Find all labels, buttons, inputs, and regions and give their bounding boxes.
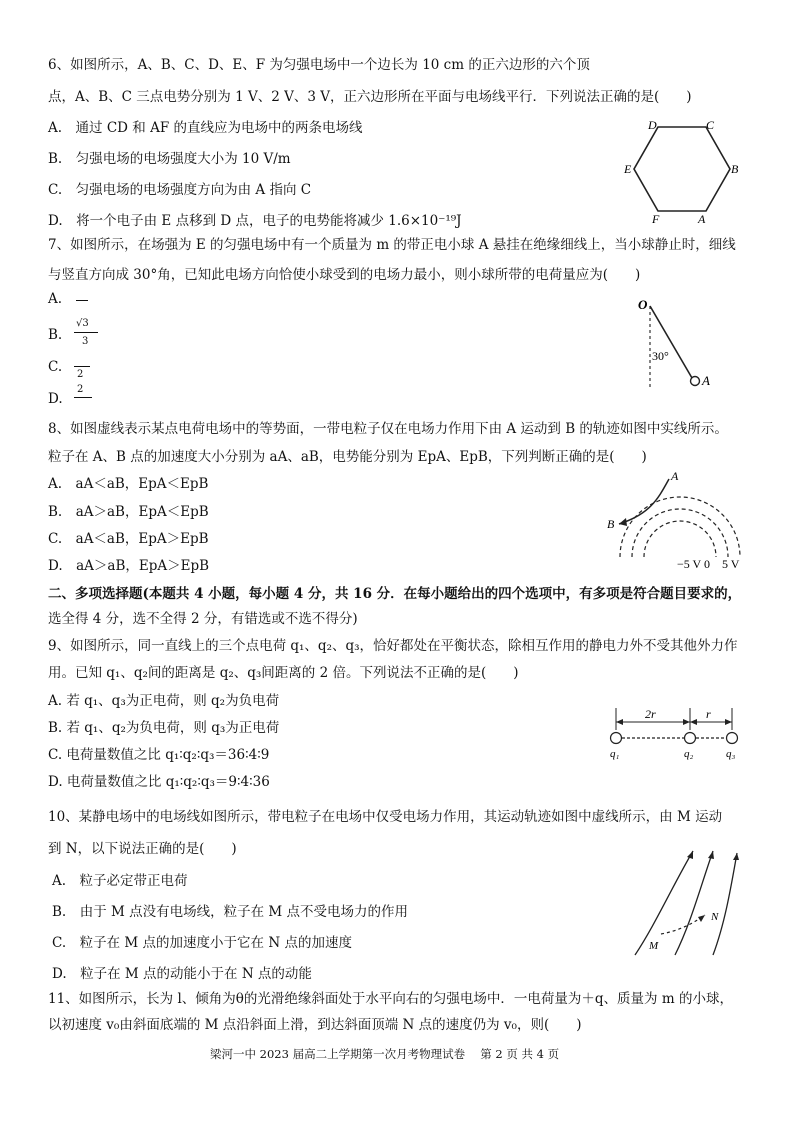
q7-option-a-fraction-bar bbox=[76, 300, 88, 301]
q8-option-b: B. aA＞aB，EpA＜EpB bbox=[48, 504, 209, 520]
q8-stem-line2: 粒子在 A、B 点的加速度大小分别为 aA、aB，电势能分别为 EpA、EpB，下列判断正确的是( ) bbox=[48, 449, 647, 465]
charge-q2 bbox=[685, 733, 696, 744]
point-m-label: M bbox=[649, 940, 659, 952]
q10-stem-line2: 到 N，以下说法正确的是( ) bbox=[48, 841, 237, 857]
q9-stem-line2: 用。已知 q₁、q₂间的距离是 q₂、q₃间距离的 2 倍。下列说法不正确的是( ) bbox=[48, 665, 519, 681]
label-e: E bbox=[624, 162, 632, 176]
hexagon-shape bbox=[634, 127, 730, 211]
q6-stem-line2: 点，A、B、C 三点电势分别为 1 V、2 V、3 V，正六边形所在平面与电场线平行．下列说法正确的是( ) bbox=[48, 89, 692, 105]
charges-figure bbox=[600, 704, 750, 760]
q6-option-d: D. 将一个电子由 E 点移到 D 点，电子的电势能将减少 1.6×10⁻¹⁹J bbox=[48, 213, 462, 229]
field-line-3 bbox=[713, 853, 737, 955]
field-line-2 bbox=[675, 851, 713, 955]
equipotential-middle bbox=[632, 509, 728, 557]
label-r: r bbox=[706, 707, 711, 721]
q6-option-b: B. 匀强电场的电场强度大小为 10 V/m bbox=[48, 151, 291, 167]
q8-option-d: D. aA＞aB，EpA＞EpB bbox=[48, 558, 210, 574]
point-n-label: N bbox=[711, 911, 719, 923]
label-c: C bbox=[706, 118, 715, 132]
field-lines-figure bbox=[625, 845, 745, 960]
q7-b-denominator: 3 bbox=[82, 336, 89, 347]
q7-option-a: A. bbox=[48, 291, 63, 307]
angle-label: 30° bbox=[652, 349, 669, 363]
q10-option-c: C. 粒子在 M 点的加速度小于它在 N 点的加速度 bbox=[52, 935, 352, 951]
q9-option-c: C. 电荷量数值之比 q₁∶q₂∶q₃＝36∶4∶9 bbox=[48, 747, 270, 763]
q7-option-c: C. bbox=[48, 359, 63, 375]
charge-q1 bbox=[611, 733, 622, 744]
label-q2: q₂ bbox=[684, 748, 694, 760]
label-2r: 2r bbox=[645, 707, 656, 721]
equipotential-figure bbox=[585, 462, 755, 572]
trajectory-arrow bbox=[619, 518, 627, 526]
q7-d-numerator: 2 bbox=[77, 384, 84, 395]
q6-option-a: A. 通过 CD 和 AF 的直线应为电场中的两条电场线 bbox=[48, 120, 363, 136]
q6-option-c: C. 匀强电场的电场强度方向为由 A 指向 C bbox=[48, 182, 312, 198]
q7-b-numerator: √3 bbox=[76, 318, 89, 329]
field-line-1 bbox=[635, 851, 693, 955]
label-q1: q₁ bbox=[610, 748, 620, 760]
thread-line bbox=[650, 306, 692, 378]
q10-option-d: D. 粒子在 M 点的动能小于在 N 点的动能 bbox=[52, 966, 312, 982]
q11-stem-line1: 11、如图所示，长为 l、倾角为θ的光滑绝缘斜面处于水平向右的匀强电场中．一电荷量为＋q、质量为 m 的小球， bbox=[48, 991, 733, 1007]
label-q3: q₃ bbox=[726, 748, 736, 760]
q6-stem-line1: 6、如图所示，A、B、C、D、E、F 为匀强电场中一个边长为 10 cm 的正六边形的六个顶 bbox=[48, 57, 590, 73]
label-b: B bbox=[731, 162, 739, 176]
q11-stem-line2: 以初速度 v₀由斜面底端的 M 点沿斜面上滑，到达斜面顶端 N 点的速度仍为 v₀，则( ) bbox=[48, 1017, 582, 1033]
pendulum-figure bbox=[632, 296, 722, 392]
q7-option-d: D. bbox=[48, 391, 63, 407]
page-footer: 梁河一中 2023 届高二上学期第一次月考物理试卷 第 2 页 共 4 页 bbox=[210, 1047, 560, 1061]
q10-stem-line1: 10、某静电场中的电场线如图所示，带电粒子在电场中仅受电场力作用，其运动轨迹如图中虚线所示，由 M 运动 bbox=[48, 809, 723, 825]
point-a-label: A bbox=[671, 469, 679, 483]
label-o: O bbox=[638, 297, 648, 312]
q7-stem-line1: 7、如图所示，在场强为 E 的匀强电场中有一个质量为 m 的带正电小球 A 悬挂在绝缘细线上，当小球静止时，细线 bbox=[48, 237, 736, 253]
q7-option-b: B. bbox=[48, 327, 63, 343]
q7-option-d-fraction-bar bbox=[74, 397, 92, 398]
section2-line1: 二、多项选择题(本题共 4 小题，每小题 4 分，共 16 分．在每小题给出的四个选项中，有多项是符合题目要求的， bbox=[48, 586, 742, 602]
charge-q3 bbox=[727, 733, 738, 744]
label-ball-a: A bbox=[702, 373, 710, 388]
equipotential-outer bbox=[620, 497, 740, 557]
q8-stem-line1: 8、如图虚线表示某点电荷电场中的等势面，一带电粒子仅在电场力作用下由 A 运动到 B 的轨迹如图中实线所示。 bbox=[48, 421, 728, 437]
q8-option-a: A. aA＜aB，EpA＜EpB bbox=[48, 476, 209, 492]
q9-option-a: A. 若 q₁、q₃为正电荷，则 q₂为负电荷 bbox=[48, 693, 280, 709]
q9-option-b: B. 若 q₁、q₂为负电荷，则 q₃为正电荷 bbox=[48, 720, 280, 736]
q10-option-a: A. 粒子必定带正电荷 bbox=[52, 873, 188, 889]
ball-a bbox=[691, 377, 700, 386]
hexagon-figure bbox=[620, 110, 750, 225]
q7-option-c-fraction-bar bbox=[74, 366, 90, 367]
q8-option-c: C. aA＜aB，EpA＞EpB bbox=[48, 531, 209, 547]
particle-path-dashed bbox=[661, 915, 705, 934]
q9-option-d: D. 电荷量数值之比 q₁∶q₂∶q₃＝9∶4∶36 bbox=[48, 774, 270, 790]
label-d: D bbox=[648, 118, 657, 132]
equipotential-inner bbox=[644, 521, 716, 557]
potential-labels: −5 V 0 5 V bbox=[677, 557, 740, 571]
section2-line2: 选全得 4 分，选不全得 2 分，有错选或不选不得分) bbox=[48, 611, 358, 627]
q7-option-b-fraction-bar bbox=[74, 332, 98, 333]
q9-stem-line1: 9、如图所示，同一直线上的三个点电荷 q₁、q₂、q₃，恰好都处在平衡状态，除相互作用的静电力外不受其他外力作 bbox=[48, 638, 738, 654]
point-b-label: B bbox=[607, 517, 615, 531]
label-f: F bbox=[652, 212, 660, 225]
q7-c-denominator: 2 bbox=[77, 369, 84, 380]
q7-stem-line2: 与竖直方向成 30°角，已知此电场方向恰使小球受到的电场力最小，则小球所带的电荷量应为( ) bbox=[48, 267, 641, 283]
label-a: A bbox=[698, 212, 706, 225]
q10-option-b: B. 由于 M 点没有电场线，粒子在 M 点不受电场力的作用 bbox=[52, 904, 409, 920]
particle-trajectory bbox=[619, 479, 669, 524]
